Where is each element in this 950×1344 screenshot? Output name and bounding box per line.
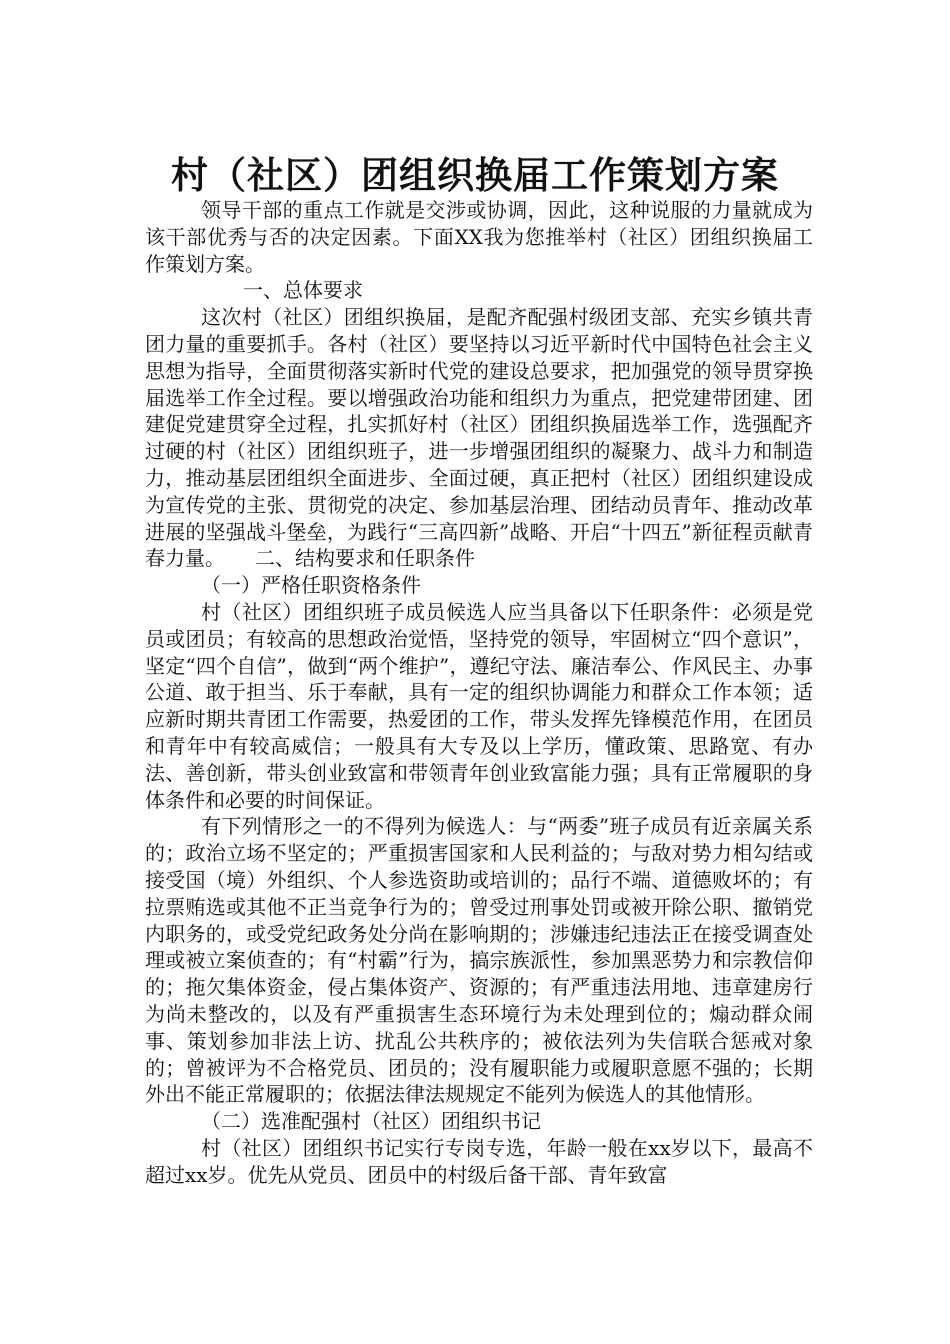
document-title: 村（社区）团组织换届工作策划方案: [171, 152, 779, 197]
general-requirements-paragraph: 这次村（社区）团组织换届，是配齐配强村级团支部、充实乡镇共青团力量的重要抓手。各村（社区）要坚持以习近平新时代中国特色社会主义思想为指导，全面贯彻落实新时代党的建设总要求，把加强党的领导贯穿换届选举工作全过程。要以增强政治功能和组织力为重点，把党建带团建、团建促党建贯穿全过程，扎实抓好村（社区）团组织换届选举工作，选强配齐过硬的村（社区）团组织班子，进一步增强团组织的凝聚力、战斗力和制造力，推动基层团组织全面进步、全面过硬，真正把村（社区）团组织建设成为宣传党的主张、贯彻党的决定、参加基层治理、团结动员青年、推动改革进展的坚强战斗堡垒，为践行“三高四新”战略、开启“十四五”新征程贡献青春力量。 二、结构要求和任职条件: [145, 305, 813, 571]
qualification-paragraph: 村（社区）团组织班子成员候选人应当具备以下任职条件：必须是党员或团员；有较高的思想政治觉悟，坚持党的领导，牢固树立“四个意识”，坚定“四个自信”，做到“两个维护”，遵纪守法、廉洁奉公、作风民主、办事公道、敢于担当、乐于奉献，具有一定的组织协调能力和群众工作本领；适应新时期共青团工作需要，热爱团的工作，带头发挥先锋模范作用，在团员和青年中有较高威信；一般具有大专及以上学历，懂政策、思路宽、有办法、善创新，带头创业致富和带领青年创业致富能力强；具有正常履职的身体条件和必要的时间保证。: [145, 599, 813, 812]
secretary-paragraph: 村（社区）团组织书记实行专岗专选，年龄一般在xx岁以下，最高不超过xx岁。优先从党员、团员中的村级后备干部、青年致富: [145, 1135, 813, 1187]
document-body: [145, 197, 813, 1188]
subsection-heading-2: （二）选准配强村（社区）团组织书记: [201, 1109, 541, 1134]
section-heading-1: 一、总体要求: [243, 278, 363, 303]
exclusion-paragraph: 有下列情形之一的不得列为候选人：与“两委”班子成员有近亲属关系的；政治立场不坚定的；严重损害国家和人民利益的；与敌对势力相勾结或接受国（境）外组织、个人参选资助或培训的；品行不端、道德败坏的；有拉票贿选或其他不正当竞争行为的；曾受过刑事处罚或被开除公职、撤销党内职务的，或受党纪政务处分尚在影响期的；涉嫌违纪违法正在接受调查处理或被立案侦查的；有“村霸”行为，搞宗族派性，参加黑恶势力和宗教信仰的；拖欠集体资金，侵占集体资产、资源的；有严重违法用地、违章建房行为尚未整改的，以及有严重损害生态环境行为未处理到位的；煽动群众闹事、策划参加非法上访、扰乱公共秩序的；被依法列为失信联合惩戒对象的；曾被评为不合格党员、团员的；没有履职能力或履职意愿不强的；长期外出不能正常履职的；依据法律法规规定不能列为候选人的其他情形。: [145, 814, 813, 1107]
subsection-heading-1: （一）严格任职资格条件: [201, 573, 421, 598]
intro-paragraph: 领导干部的重点工作就是交涉或协调，因此，这种说服的力量就成为该干部优秀与否的决定因素。下面XX我为您推举村（社区）团组织换届工作策划方案。: [145, 198, 813, 276]
